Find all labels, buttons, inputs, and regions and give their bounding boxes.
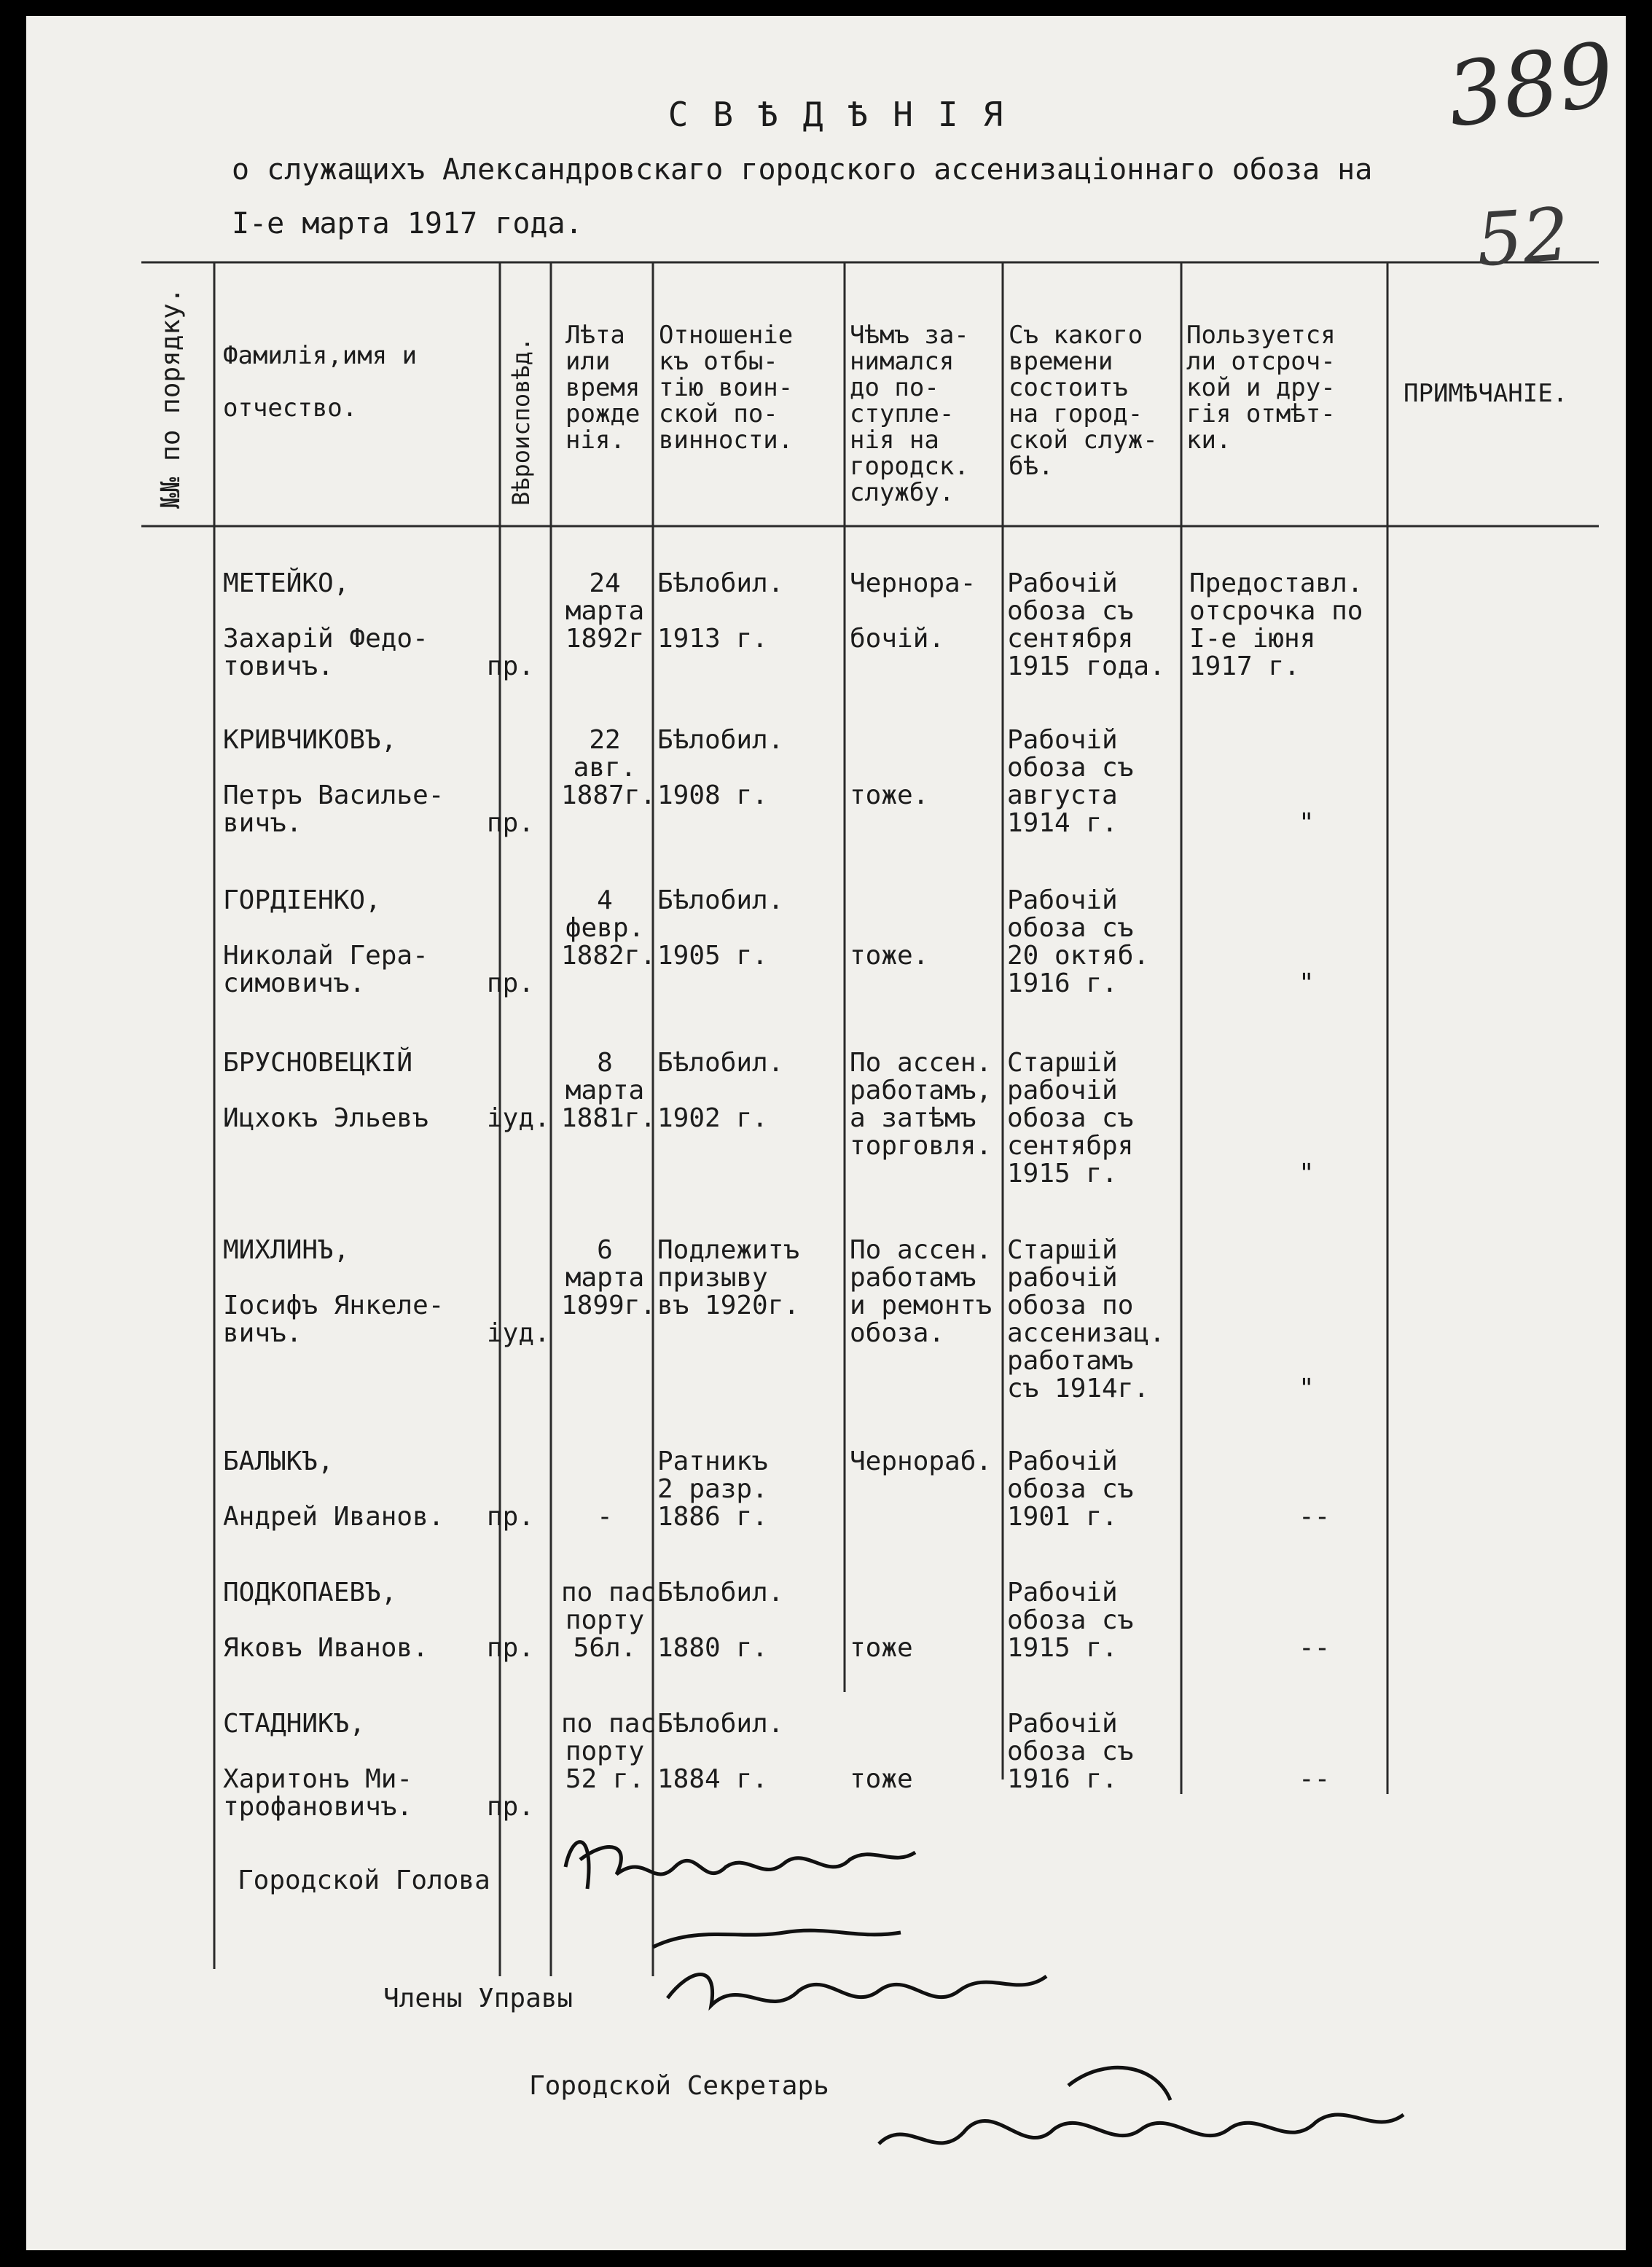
signature-label-members: Члены Управы	[383, 1984, 573, 2013]
cell-occupation: тоже.	[850, 941, 929, 971]
cell-deferment: "	[1299, 968, 1315, 998]
cell-service: Рабочій обоза съ 20 октяб. 1916 г.	[1007, 885, 1150, 998]
cell-name: ПОДКОПАЕВЪ, Яковъ Иванов.	[223, 1578, 428, 1663]
cell-occupation: Чернораб.	[850, 1446, 993, 1476]
document-subtitle-line-1: о служащихъ Александровскаго городского ассенизаціоннаго обоза на	[232, 153, 1373, 187]
cell-religion: пр.	[487, 808, 535, 838]
cell-deferment: Предоставл. отсрочка по I-е іюня 1917 г.	[1189, 568, 1363, 681]
document-subtitle-line-2: I-е марта 1917 года.	[232, 207, 583, 240]
cell-born: 4 февр. 1882г.	[561, 885, 657, 971]
cell-military: Бѣлобил. 1905 г.	[657, 885, 784, 971]
cell-military: Ратникъ 2 разр. 1886 г.	[657, 1446, 768, 1532]
cell-military: Бѣлобил. 1908 г.	[657, 725, 784, 810]
cell-religion: іуд.	[487, 1103, 550, 1133]
archive-sheet-number: 52	[1473, 191, 1573, 283]
cell-name: СТАДНИКЪ, Харитонъ Ми- трофановичъ.	[223, 1709, 413, 1822]
mayor-handwritten-signature	[551, 1823, 930, 1918]
signature-label-mayor: Городской Голова	[238, 1865, 490, 1895]
column-header-prior-occupation: Чѣмъ за- нимался до по- ступле- нія на городск. службу.	[850, 321, 969, 507]
cell-deferment: --	[1299, 1502, 1331, 1532]
column-header-religion: Вѣроисповѣд.	[507, 337, 535, 506]
cell-service: Рабочій обоза съ сентября 1915 года.	[1007, 568, 1165, 681]
cell-name: БРУСНОВЕЦКІЙ Ицхокъ Эльевъ	[223, 1048, 428, 1133]
cell-religion: пр.	[487, 1792, 535, 1822]
cell-born: по пас порту 56л.	[561, 1578, 657, 1663]
members-handwritten-signatures	[609, 1918, 1076, 2042]
document-title: СВѢДѢНІЯ	[668, 95, 1028, 134]
cell-military: Бѣлобил. 1902 г.	[657, 1048, 784, 1133]
document-page	[26, 16, 1626, 2250]
cell-born: 8 марта 1881г.	[561, 1048, 657, 1133]
cell-occupation: Чернора- бочій.	[850, 568, 976, 654]
cell-born: 24 марта 1892г	[565, 568, 645, 654]
cell-religion: пр.	[487, 968, 535, 998]
cell-religion: іуд.	[487, 1318, 550, 1348]
cell-deferment: "	[1299, 808, 1315, 838]
column-header-deferment: Пользуется ли отсроч- кой и дру- гія отмѣт- ки.	[1186, 321, 1336, 455]
cell-born: -	[597, 1502, 613, 1532]
column-header-remarks: ПРИМѢЧАНІЕ.	[1404, 379, 1568, 408]
column-header-age: Лѣта или время рожде нія.	[565, 321, 641, 455]
cell-religion: пр.	[487, 1502, 535, 1532]
column-header-number: №№ по порядку.	[156, 287, 186, 509]
cell-name: ГОРДІЕНКО, Николай Гера- симовичъ.	[223, 885, 428, 998]
cell-occupation: По ассен. работамъ и ремонтъ обоза.	[850, 1235, 993, 1348]
column-header-name: Фамилія,имя и отчество.	[223, 341, 418, 423]
cell-religion: пр.	[487, 1633, 535, 1663]
column-header-service-since: Съ какого времени состоитъ на город- ской служ- бѣ.	[1009, 321, 1158, 481]
cell-name: МЕТЕЙКО, Захарій Федо- товичъ.	[223, 568, 428, 681]
cell-military: Бѣлобил. 1913 г.	[657, 568, 784, 654]
cell-occupation: По ассен. работамъ, а затѣмъ торговля.	[850, 1048, 993, 1161]
cell-military: Бѣлобил. 1884 г.	[657, 1709, 784, 1794]
cell-born: 22 авг. 1887г.	[561, 725, 657, 810]
cell-name: МИХЛИНЪ, Іосифъ Янкеле- вичъ.	[223, 1235, 445, 1348]
cell-service: Старшій рабочій обоза по ассенизац. работамъ съ 1914г.	[1007, 1235, 1165, 1403]
archive-folio-number: 389	[1441, 23, 1621, 148]
cell-deferment: "	[1299, 1159, 1315, 1189]
signature-label-secretary: Городской Секретарь	[529, 2071, 829, 2101]
cell-service: Старшій рабочій обоза съ сентября 1915 г.	[1007, 1048, 1134, 1189]
cell-deferment: --	[1299, 1764, 1331, 1794]
cell-deferment: "	[1299, 1374, 1315, 1403]
secretary-handwritten-signature	[850, 2042, 1418, 2188]
cell-name: БАЛЫКЪ, Андрей Иванов.	[223, 1446, 445, 1532]
cell-service: Рабочій обоза съ 1916 г.	[1007, 1709, 1134, 1794]
cell-deferment: --	[1299, 1633, 1331, 1663]
cell-name: КРИВЧИКОВЪ, Петръ Василье- вичъ.	[223, 725, 445, 838]
cell-born: 6 марта 1899г.	[561, 1235, 657, 1320]
cell-born: по пас порту 52 г.	[561, 1709, 657, 1794]
column-header-military: Отношеніе къ отбы- тію воин- ской по- винности.	[659, 321, 794, 455]
cell-military: Бѣлобил. 1880 г.	[657, 1578, 784, 1663]
cell-service: Рабочій обоза съ 1915 г.	[1007, 1578, 1134, 1663]
cell-occupation: тоже	[850, 1764, 913, 1794]
cell-occupation: тоже.	[850, 780, 929, 810]
cell-service: Рабочій обоза съ 1901 г.	[1007, 1446, 1134, 1532]
cell-religion: пр.	[487, 651, 535, 681]
cell-service: Рабочій обоза съ августа 1914 г.	[1007, 725, 1134, 838]
cell-occupation: тоже	[850, 1633, 913, 1663]
cell-military: Подлежитъ призыву въ 1920г.	[657, 1235, 800, 1320]
